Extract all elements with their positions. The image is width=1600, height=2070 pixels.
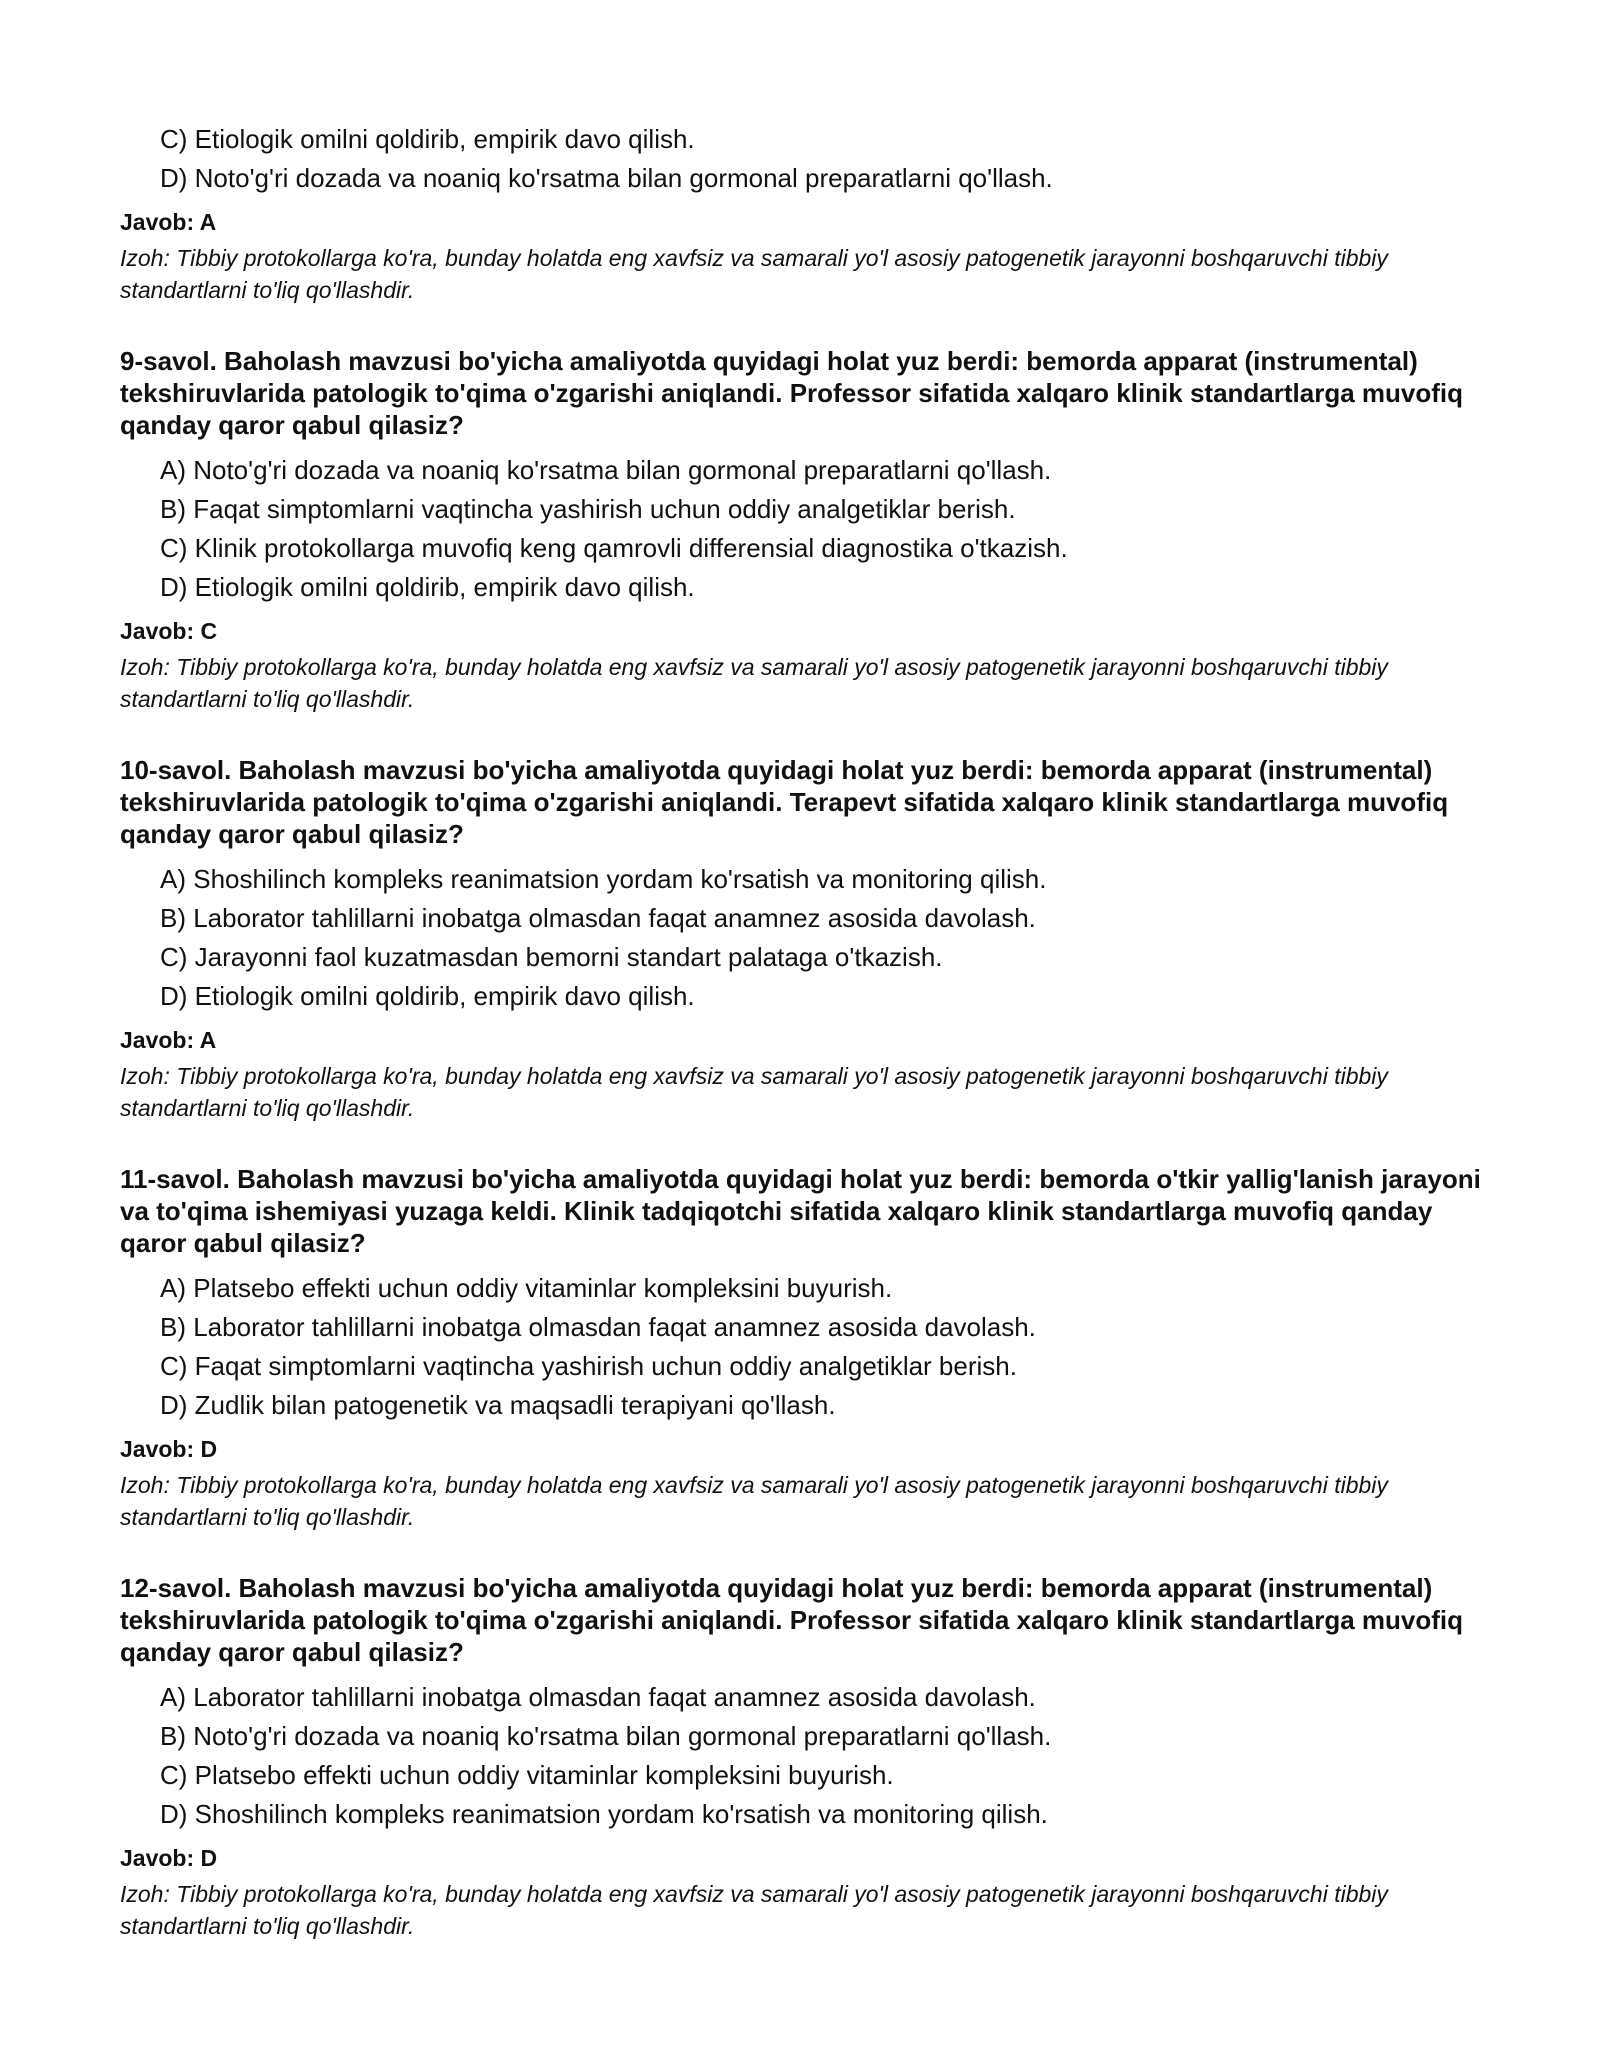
answer-option: B) Noto'g'ri dozada va noaniq ko'rsatma bilan gormonal preparatlarni qo'llash. bbox=[160, 1721, 1052, 1751]
answer-option: D) Zudlik bilan patogenetik va maqsadli terapiyani qo'llash. bbox=[160, 1390, 836, 1420]
correct-answer: Javob: D bbox=[120, 1845, 218, 1871]
answer-option: C) Platsebo effekti uchun oddiy vitaminlar kompleksini buyurish. bbox=[160, 1760, 894, 1790]
answer-option: C) Klinik protokollarga muvofiq keng qamrovli differensial diagnostika o'tkazish. bbox=[160, 533, 1068, 563]
explanation-note: Izoh: Tibbiy protokollarga ko'ra, bunday holatda eng xavfsiz va samarali yo'l asosiy patogenetik jarayonni boshqaruvchi tibbiy standartlarni to'liq qo'llashdir. bbox=[120, 1063, 1388, 1121]
correct-answer: Javob: C bbox=[120, 618, 218, 644]
correct-answer: Javob: A bbox=[120, 1027, 217, 1053]
explanation-note: Izoh: Tibbiy protokollarga ko'ra, bunday holatda eng xavfsiz va samarali yo'l asosiy patogenetik jarayonni boshqaruvchi tibbiy standartlarni to'liq qo'llashdir. bbox=[120, 1881, 1388, 1939]
explanation-note: Izoh: Tibbiy protokollarga ko'ra, bunday holatda eng xavfsiz va samarali yo'l asosiy patogenetik jarayonni boshqaruvchi tibbiy standartlarni to'liq qo'llashdir. bbox=[120, 245, 1388, 303]
explanation-note: Izoh: Tibbiy protokollarga ko'ra, bunday holatda eng xavfsiz va samarali yo'l asosiy patogenetik jarayonni boshqaruvchi tibbiy standartlarni to'liq qo'llashdir. bbox=[120, 654, 1388, 712]
answer-option: C) Etiologik omilni qoldirib, empirik davo qilish. bbox=[160, 124, 695, 154]
correct-answer: Javob: A bbox=[120, 209, 217, 235]
answer-option: B) Laborator tahlillarni inobatga olmasdan faqat anamnez asosida davolash. bbox=[160, 1312, 1036, 1342]
answer-option: D) Noto'g'ri dozada va noaniq ko'rsatma bilan gormonal preparatlarni qo'llash. bbox=[160, 163, 1053, 193]
question-text: 9-savol. Baholash mavzusi bo'yicha amaliyotda quyidagi holat yuz berdi: bemorda apparat (instrumental) tekshiruvlarida patologik to'qima o'zgarishi aniqlandi. Professor sifatida xalqaro klinik standartlarga muvofiq qanday qaror qabul qilasiz? bbox=[120, 346, 1464, 440]
answer-option: B) Faqat simptomlarni vaqtincha yashirish uchun oddiy analgetiklar berish. bbox=[160, 494, 1016, 524]
answer-option: D) Etiologik omilni qoldirib, empirik davo qilish. bbox=[160, 572, 695, 602]
question-text: 10-savol. Baholash mavzusi bo'yicha amaliyotda quyidagi holat yuz berdi: bemorda apparat (instrumental) tekshiruvlarida patologik to'qima o'zgarishi aniqlandi. Terapevt sifatida xalqaro klinik standartlarga muvofiq qanday qaror qabul qilasiz? bbox=[120, 755, 1449, 849]
answer-option: A) Shoshilinch kompleks reanimatsion yordam ko'rsatish va monitoring qilish. bbox=[160, 864, 1047, 894]
answer-option: A) Platsebo effekti uchun oddiy vitaminlar kompleksini buyurish. bbox=[160, 1273, 893, 1303]
explanation-note: Izoh: Tibbiy protokollarga ko'ra, bunday holatda eng xavfsiz va samarali yo'l asosiy patogenetik jarayonni boshqaruvchi tibbiy standartlarni to'liq qo'llashdir. bbox=[120, 1472, 1388, 1530]
answer-option: A) Laborator tahlillarni inobatga olmasdan faqat anamnez asosida davolash. bbox=[160, 1682, 1036, 1712]
answer-option: D) Shoshilinch kompleks reanimatsion yordam ko'rsatish va monitoring qilish. bbox=[160, 1799, 1048, 1829]
correct-answer: Javob: D bbox=[120, 1436, 218, 1462]
answer-option: D) Etiologik omilni qoldirib, empirik davo qilish. bbox=[160, 981, 695, 1011]
question-text: 11-savol. Baholash mavzusi bo'yicha amaliyotda quyidagi holat yuz berdi: bemorda o'tkir yallig'lanish jarayoni va to'qima ishemiyasi yuzaga keldi. Klinik tadqiqotchi sifatida xalqaro klinik standartlarga muvofiq qanday qaror qabul qilasiz? bbox=[120, 1164, 1481, 1258]
answer-option: B) Laborator tahlillarni inobatga olmasdan faqat anamnez asosida davolash. bbox=[160, 903, 1036, 933]
answer-option: C) Faqat simptomlarni vaqtincha yashirish uchun oddiy analgetiklar berish. bbox=[160, 1351, 1017, 1381]
answer-option: A) Noto'g'ri dozada va noaniq ko'rsatma bilan gormonal preparatlarni qo'llash. bbox=[160, 455, 1052, 485]
question-text: 12-savol. Baholash mavzusi bo'yicha amaliyotda quyidagi holat yuz berdi: bemorda apparat (instrumental) tekshiruvlarida patologik to'qima o'zgarishi aniqlandi. Professor sifatida xalqaro klinik standartlarga muvofiq qanday qaror qabul qilasiz? bbox=[120, 1573, 1464, 1667]
answer-option: C) Jarayonni faol kuzatmasdan bemorni standart palataga o'tkazish. bbox=[160, 942, 943, 972]
